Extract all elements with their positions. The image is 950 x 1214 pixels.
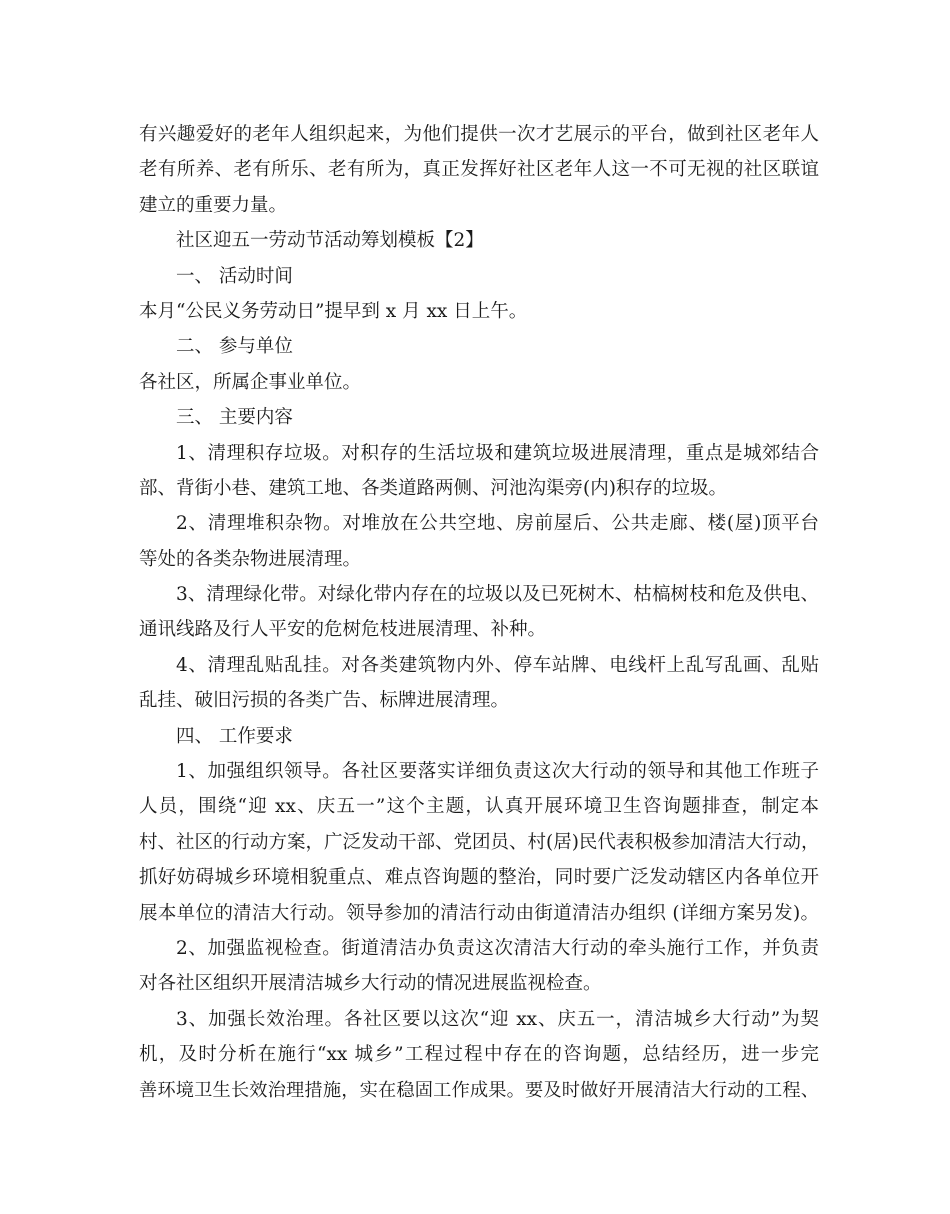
text-line: 建立的重要力量。: [139, 194, 288, 216]
text-line: 老有所养、老有所乐、老有所为，真正发挥好社区老年人这一不可无视的社区联谊: [139, 159, 819, 181]
text-line: 本月“公民义务劳动日”提早到 x 月 xx 日上午。: [139, 300, 528, 322]
text-line: 展本单位的清洁大行动。领导参加的清洁行动由街道清洁办组织 (详细方案另发)。: [139, 902, 819, 924]
section-title: 社区迎五一劳动节活动筹划模板【2】: [176, 230, 484, 252]
text-line: 善环境卫生长效治理措施，实在稳固工作成果。要及时做好开展清洁大行动的工程、: [139, 1079, 819, 1101]
text-line: 3、加强长效治理。各社区要以这次“迎 xx、庆五一，清洁城乡大行动”为契: [176, 1008, 819, 1030]
section-heading-requirements: 四、 工作要求: [176, 725, 293, 747]
text-line: 4、清理乱贴乱挂。对各类建筑物内外、停车站牌、电线杆上乱写乱画、乱贴: [176, 654, 819, 676]
text-line: 部、背街小巷、建筑工地、各类道路两侧、河池沟渠旁(内)积存的垃圾。: [139, 477, 727, 499]
section-heading-units: 二、 参与单位: [176, 336, 293, 358]
text-line: 有兴趣爱好的老年人组织起来，为他们提供一次才艺展示的平台，做到社区老年人: [139, 124, 819, 145]
text-line: 通讯线路及行人平安的危树危枝进展清理、补种。: [139, 619, 547, 641]
text-line: 等处的各类杂物进展清理。: [139, 548, 362, 570]
text-line: 各社区，所属企事业单位。: [139, 371, 362, 393]
text-line: 3、清理绿化带。对绿化带内存在的垃圾以及已死树木、枯槁树枝和危及供电、: [176, 584, 819, 606]
text-line: 对各社区组织开展清洁城乡大行动的情况进展监视检查。: [139, 973, 602, 995]
document-body: [139, 117, 819, 1108]
text-line: 人员，围绕“迎 xx、庆五一”这个主题，认真开展环境卫生咨询题排查，制定本: [139, 796, 819, 818]
text-line: 机，及时分析在施行“xx 城乡”工程过程中存在的咨询题，总结经历，进一步完: [139, 1044, 819, 1066]
text-line: 1、清理积存垃圾。对积存的生活垃圾和建筑垃圾进展清理，重点是城郊结合: [176, 442, 819, 464]
text-line: 1、加强组织领导。各社区要落实详细负责这次大行动的领导和其他工作班子: [176, 761, 819, 783]
section-heading-time: 一、 活动时间: [176, 265, 293, 287]
text-line: 村、社区的行动方案，广泛发动干部、党团员、村(居)民代表积极参加清洁大行动，: [139, 831, 819, 853]
text-line: 抓好妨碍城乡环境相貌重点、难点咨询题的整治，同时要广泛发动辖区内各单位开: [139, 867, 819, 889]
text-line: 2、加强监视检查。街道清洁办负责这次清洁大行动的牵头施行工作，并负责: [176, 937, 819, 959]
text-line: 2、清理堆积杂物。对堆放在公共空地、房前屋后、公共走廊、楼(屋)顶平台: [176, 513, 819, 535]
section-heading-content: 三、 主要内容: [176, 407, 293, 429]
text-line: 乱挂、破旧污损的各类广告、标牌进展清理。: [139, 690, 510, 712]
